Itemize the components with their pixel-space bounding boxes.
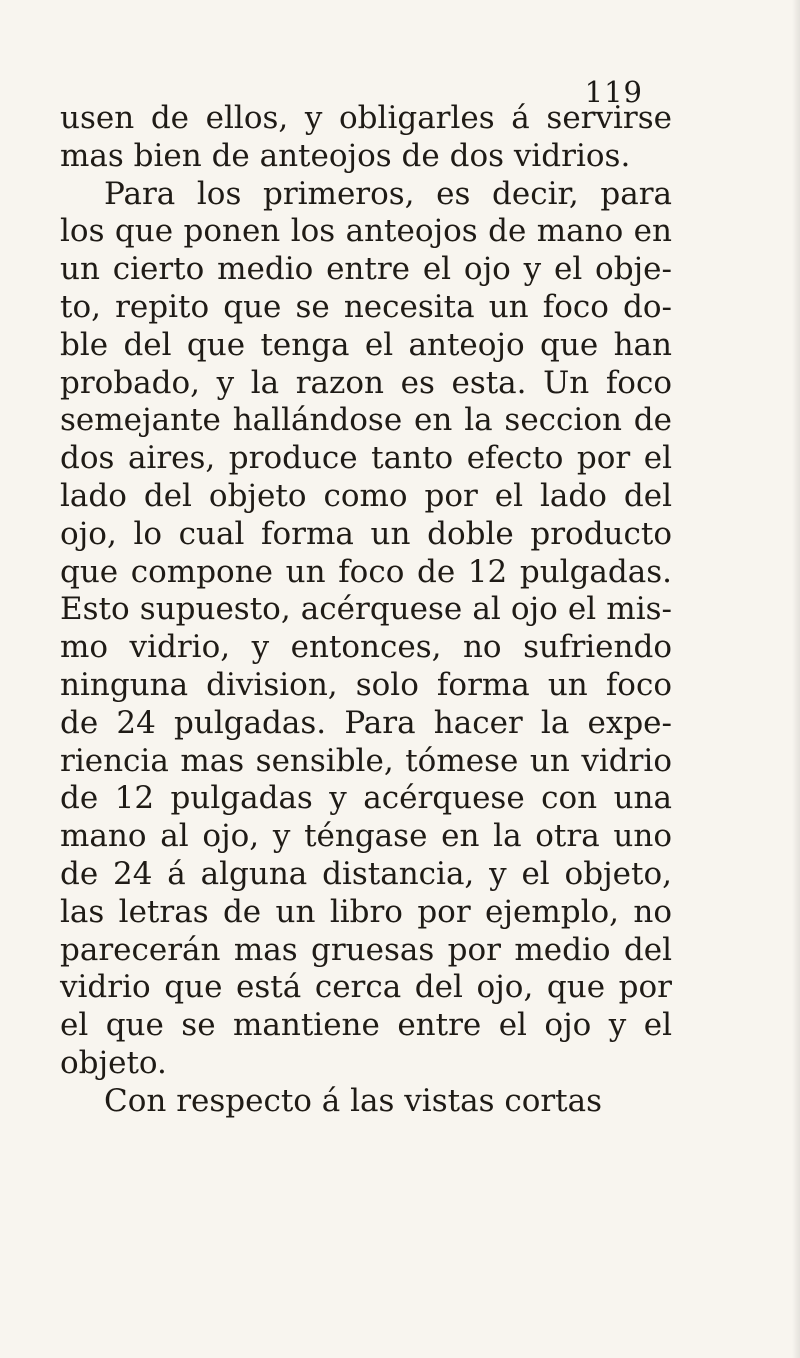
text-line: Con respecto á las vistas cortas (104, 1082, 603, 1119)
text-line: probado, y la razon es esta. Un foco (60, 364, 672, 401)
text-line: Para los primeros, es decir, para (104, 175, 672, 212)
text-line: to, repito que se necesita un foco do- (60, 288, 672, 325)
text-line: Esto supuesto, acérquese al ojo el mis- (60, 591, 672, 628)
text-line: las letras de un libro por ejemplo, no (60, 893, 672, 930)
text-line: usen de ellos, y obligarles á servirse (60, 100, 672, 136)
text-line: dos aires, produce tanto efecto por el (60, 440, 672, 477)
text-line: de 24 á alguna distancia, y el objeto, (60, 855, 672, 892)
text-line: ninguna division, solo forma un foco (60, 666, 672, 703)
text-line: de 24 pulgadas. Para hacer la expe- (60, 704, 672, 741)
text-line: objeto. (60, 1044, 167, 1081)
text-line: el que se mantiene entre el ojo y el (60, 1007, 672, 1044)
text-line: riencia mas sensible, tómese un vidrio (60, 742, 672, 779)
page-edge-shadow (792, 0, 800, 1358)
text-line: ojo, lo cual forma un doble producto (60, 515, 672, 552)
text-line: un cierto medio entre el ojo y el obje- (60, 251, 672, 288)
text-line: vidrio que está cerca del ojo, que por (60, 969, 672, 1006)
text-line: semejante hallándose en la seccion de (60, 402, 672, 439)
text-line: lado del objeto como por el lado del (60, 477, 672, 514)
text-line: que compone un foco de 12 pulgadas. (60, 553, 672, 590)
text-line: ble del que tenga el anteojo que han (60, 326, 672, 363)
text-line: parecerán mas gruesas por medio del (60, 931, 672, 968)
body-text (60, 100, 672, 1121)
page-number: 119 (584, 75, 643, 109)
text-line: de 12 pulgadas y acérquese con una (60, 780, 672, 817)
text-line: mano al ojo, y téngase en la otra uno (60, 818, 672, 855)
text-line: mas bien de anteojos de dos vidrios. (60, 137, 631, 174)
text-line: los que ponen los anteojos de mano en (60, 213, 672, 250)
text-line: mo vidrio, y entonces, no sufriendo (60, 629, 672, 666)
